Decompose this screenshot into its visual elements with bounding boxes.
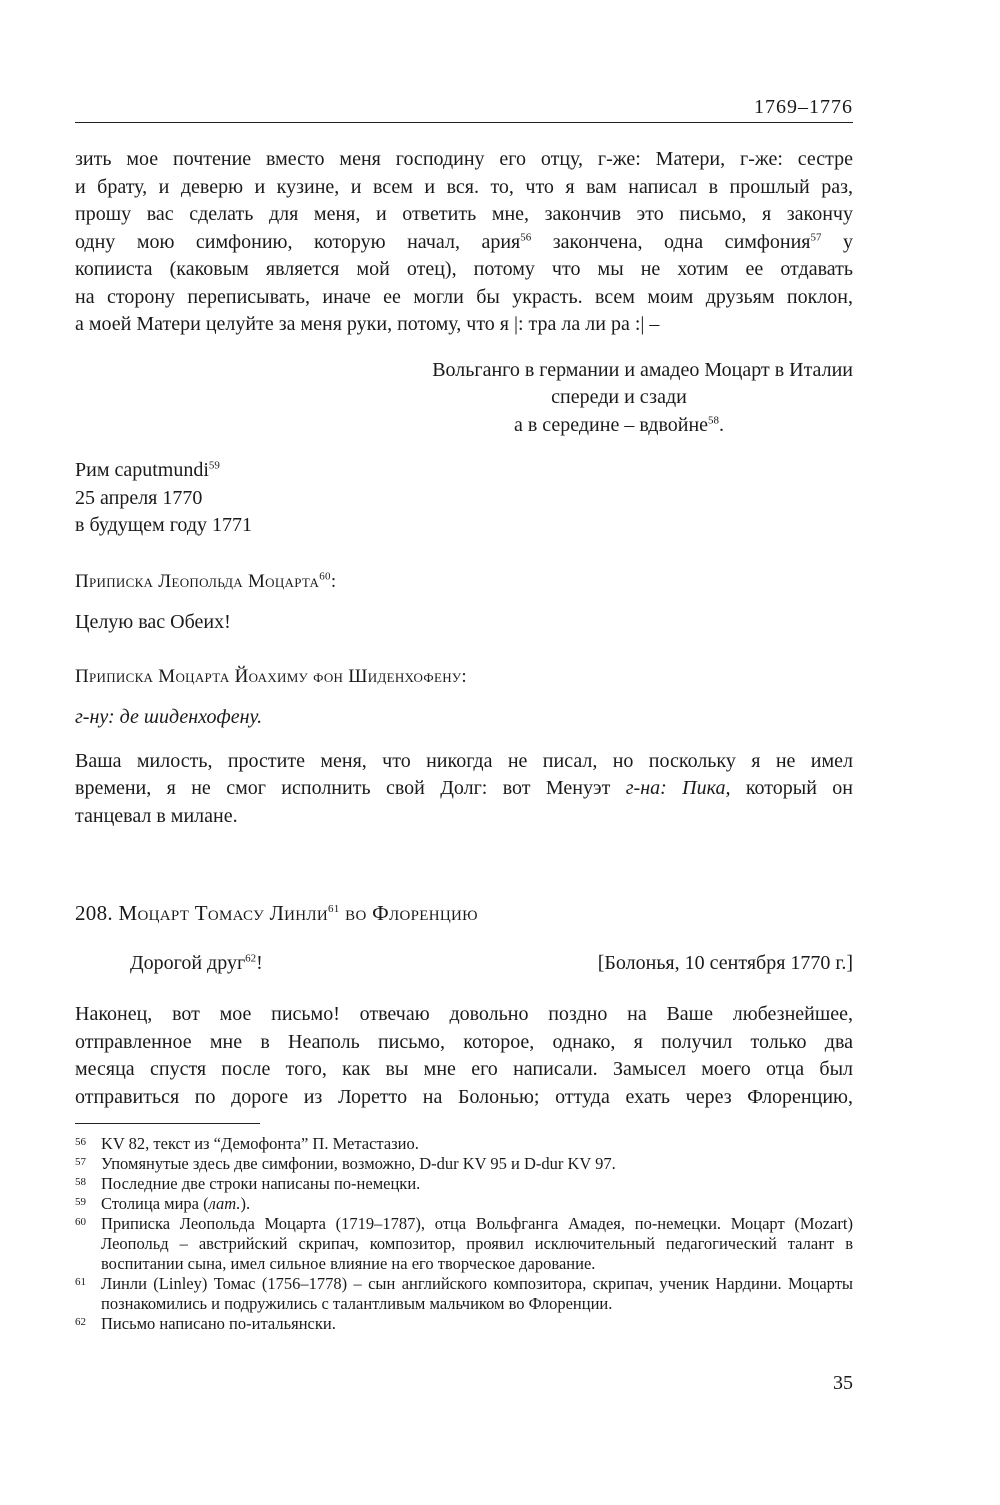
text-line: на сторону переписывать, иначе ее могли бы украсть. всем моим друзьям поклон,	[75, 285, 853, 308]
text-line: Наконец, вот мое письмо! отвечаю довольно поздно на Ваше любезнейшее,	[75, 1003, 853, 1025]
footnote-ref-57[interactable]: 57	[810, 230, 822, 243]
signature-block	[325, 357, 853, 440]
body-text	[75, 146, 853, 1334]
footnote-57: 57 Упомянутые здесь две симфонии, возможно, D-dur KV 95 и D-dur KV 97.	[75, 1154, 616, 1173]
footnote-rule	[75, 1123, 260, 1124]
letter-body	[75, 1001, 853, 1111]
text-line: времени, я не смог исполнить свой Долг: вот Менуэт г-на: Пика, который он	[75, 777, 854, 799]
footnote-61: 61 Линли (Linley) Томас (1756–1778) – сын английского композитора, скрипач, ученик Нардини. Моцарты познакомились и подружились с талантливым мальчиком во Флоренции.	[75, 1274, 853, 1313]
postscript-heading-mozart: Приписка Моцарта Йоахиму фон Шиденхофену:	[75, 665, 467, 687]
signature-line: спереди и сзади	[551, 386, 687, 408]
postscript-address: г-ну: де шиденхофену.	[75, 706, 263, 728]
letter-date: [Болонья, 10 сентября 1770 г.]	[597, 951, 853, 974]
text-line: а моей Матери целуйте за меня руки, потому, что я |: тра ла ли ра :| –	[75, 313, 660, 335]
date-line: 25 апреля 1770	[75, 486, 203, 509]
place-line: Рим caputmundi$^{59}$	[75, 459, 220, 481]
footnote-62: 62 Письмо написано по-итальянски.	[75, 1314, 336, 1333]
footnote-58: 58 Последние две строки написаны по-немецки.	[75, 1174, 421, 1193]
text-segment: у	[843, 230, 854, 253]
text-line: и брату, и деверю и кузине, и всем и вся. то, что я вам написал в прошлый раз,	[75, 175, 853, 198]
date-line: в будущем году 1771	[75, 514, 253, 536]
text-line: танцевал в милане.	[75, 804, 238, 827]
postscript-heading-leopold: Приписка Леопольда Моцарта$^{60}$:	[75, 570, 337, 592]
footnote-60: 60 Приписка Леопольда Моцарта (1719–1787), отца Вольфганга Амадея, по-немецки. Моцарт (Mozart) Леопольд – австрийский скрипач, композитор, проявил исключительный педагогический талант в воспитании сына, имел сильное влияние на его творческое дарование.	[75, 1214, 853, 1273]
signature-line: а в середине – вдвойне$^{58}$.	[513, 413, 725, 436]
footnote-ref-58[interactable]: 58	[708, 413, 720, 426]
text-segment: закончена, одна симфония	[552, 230, 811, 253]
footnote-59: 59 Столица мира (лат.).	[75, 1194, 251, 1213]
italic-name: г-на: Пика,	[625, 777, 731, 799]
section-number: 208.	[75, 901, 113, 925]
text-segment: одну мою симфонию, которую начал, ария	[75, 230, 521, 253]
postscript-text-leopold: Целую вас Обеих!	[75, 611, 231, 633]
header-rule	[75, 122, 853, 123]
footnote-ref-59[interactable]: 59	[208, 459, 220, 472]
text-line: месяца спустя после того, как вы мне его написали. Замысел моего отца был	[75, 1058, 853, 1080]
text-line: отправиться по дороге из Лоретто на Болонью; оттуда ехать через Флоренцию,	[75, 1085, 853, 1108]
letter-continuation	[75, 146, 853, 339]
footnote-ref-61[interactable]: 61	[328, 903, 340, 915]
text-line: Ваша милость, простите меня, что никогда не писал, но поскольку я не имел	[75, 749, 853, 772]
text-line: прошу вас сделать для меня, и ответить мне, закончив это письмо, я закончу	[75, 203, 853, 225]
book-page	[75, 0, 853, 1505]
footnote-56: 56 KV 82, текст из “Демофонта” П. Метастазио.	[75, 1134, 419, 1153]
footnotes	[75, 1134, 853, 1334]
signature-line: Вольганго в германии и амадео Моцарт в Италии	[432, 358, 853, 381]
greeting: Дорогой друг$^{62}$!	[130, 951, 263, 974]
page-number: 35	[833, 1372, 853, 1394]
running-head: 1769–1776	[754, 96, 853, 118]
section-title: 208. Моцарт Томасу Линли$^{61}$ во Флоренцию	[75, 901, 478, 925]
text-line: зить мое почтение вместо меня господину его отцу, г-же: Матери, г-же: сестре	[75, 148, 853, 170]
text-line: копииста (каковым является мой отец), потому что мы не хотим ее отдавать	[75, 258, 853, 280]
footnote-ref-60[interactable]: 60	[319, 570, 331, 583]
place-date-block	[75, 457, 853, 540]
text-line	[75, 229, 853, 257]
text-line: отправленное мне в Неаполь письмо, которое, однако, я получил только два	[75, 1030, 853, 1053]
footnote-ref-62[interactable]: 62	[245, 951, 257, 964]
greeting-row	[75, 950, 853, 978]
postscript-text-mozart	[75, 748, 853, 831]
footnote-ref-56[interactable]: 56	[520, 230, 532, 243]
